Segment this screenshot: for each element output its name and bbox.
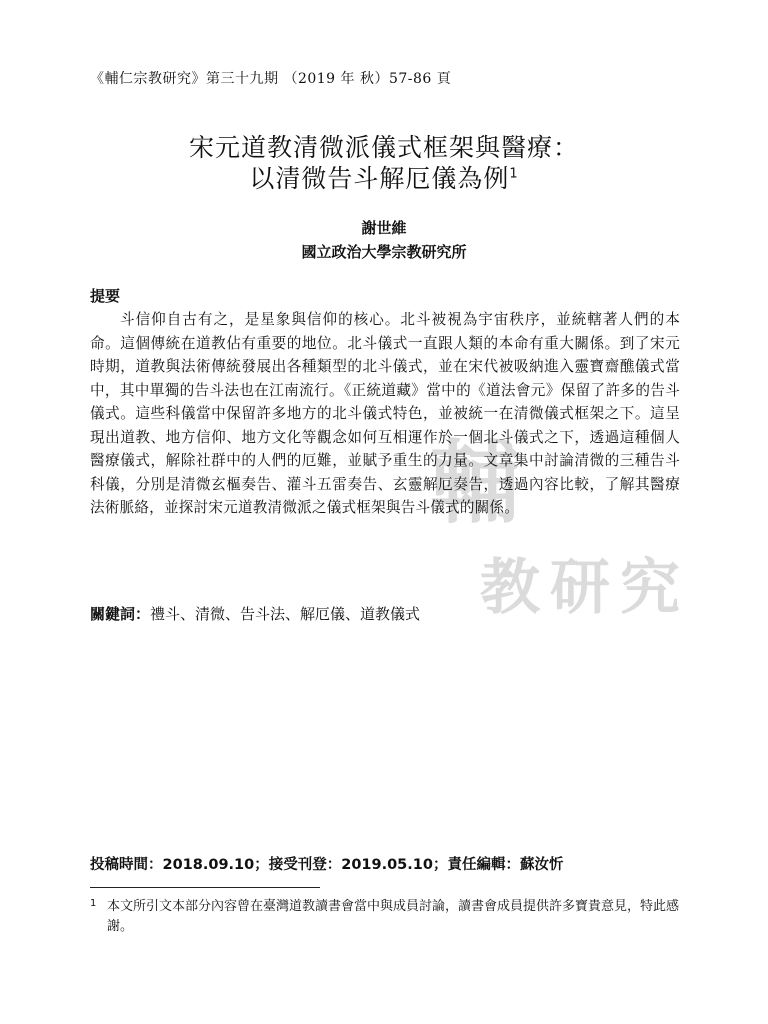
author-block bbox=[0, 216, 768, 264]
watermark-char: 輔 bbox=[430, 430, 520, 536]
title-line-1: 宋元道教清微派儀式框架與醫療： bbox=[188, 133, 579, 162]
abstract-heading: 提要 bbox=[90, 287, 121, 305]
title-block bbox=[0, 132, 768, 194]
watermark-char: 研 bbox=[550, 553, 610, 623]
keywords-text: 禮斗、清微、告斗法、解厄儀、道教儀式 bbox=[150, 605, 421, 623]
watermark-char: 教 bbox=[480, 553, 540, 623]
author-affiliation: 國立政治大學宗教研究所 bbox=[301, 243, 467, 261]
watermark-char: 究 bbox=[620, 553, 680, 623]
title-footnote-mark: 1 bbox=[509, 166, 519, 182]
footnote-divider bbox=[90, 887, 320, 888]
journal-header: 《輔仁宗教研究》第三十九期 （2019 年 秋）57-86 頁 bbox=[90, 71, 452, 87]
title-line-2-text: 以清微告斗解厄儀為例 bbox=[249, 164, 510, 193]
abstract-body: 斗信仰自古有之，是星象與信仰的核心。北斗被視為宇宙秩序，並統轄著人們的本命。這個傳統在道教佔有重要的地位。北斗儀式一直跟人類的本命有重大關係。到了宋元時期，道教與法術傳統發展出各種類型的北斗儀式，並在宋代被吸納進入靈寶齋醮儀式當中，其中單獨的告斗法也在江南流行。《正統道藏》當中的《道法會元》保留了許多的告斗儀式。這些科儀當中保留許多地方的北斗儀式特色，並被統一在清微儀式框架之下。這呈現出道教、地方信仰、地方文化等觀念如何互相運作於一個北斗儀式之下，透過這種個人醫療儀式，解除社群中的人們的厄難，並賦予重生的力量。文章集中討論清微的三種告斗科儀，分別是清微玄樞奏告、灌斗五雷奏告、玄靈解厄奏告，透過內容比較，了解其醫療法術脈絡，並探討宋元道教清微派之儀式框架與告斗儀式的關係。 bbox=[90, 311, 680, 516]
submission-info: 投稿時間：2018.09.10；接受刊登：2019.05.10；責任編輯：蘇汝忻 bbox=[90, 857, 564, 873]
footnote-text: 本文所引文本部分內容曾在臺灣道教讀書會當中與成員討論，讀書會成員提供許多寶貴意見，特此感謝。 bbox=[107, 899, 680, 934]
footnote bbox=[90, 897, 680, 937]
footnote-number: 1 bbox=[90, 898, 97, 909]
author-name: 謝世維 bbox=[361, 219, 407, 237]
title-line-2 bbox=[0, 163, 768, 194]
keywords bbox=[90, 603, 420, 624]
keywords-label: 關鍵詞： bbox=[90, 605, 151, 623]
